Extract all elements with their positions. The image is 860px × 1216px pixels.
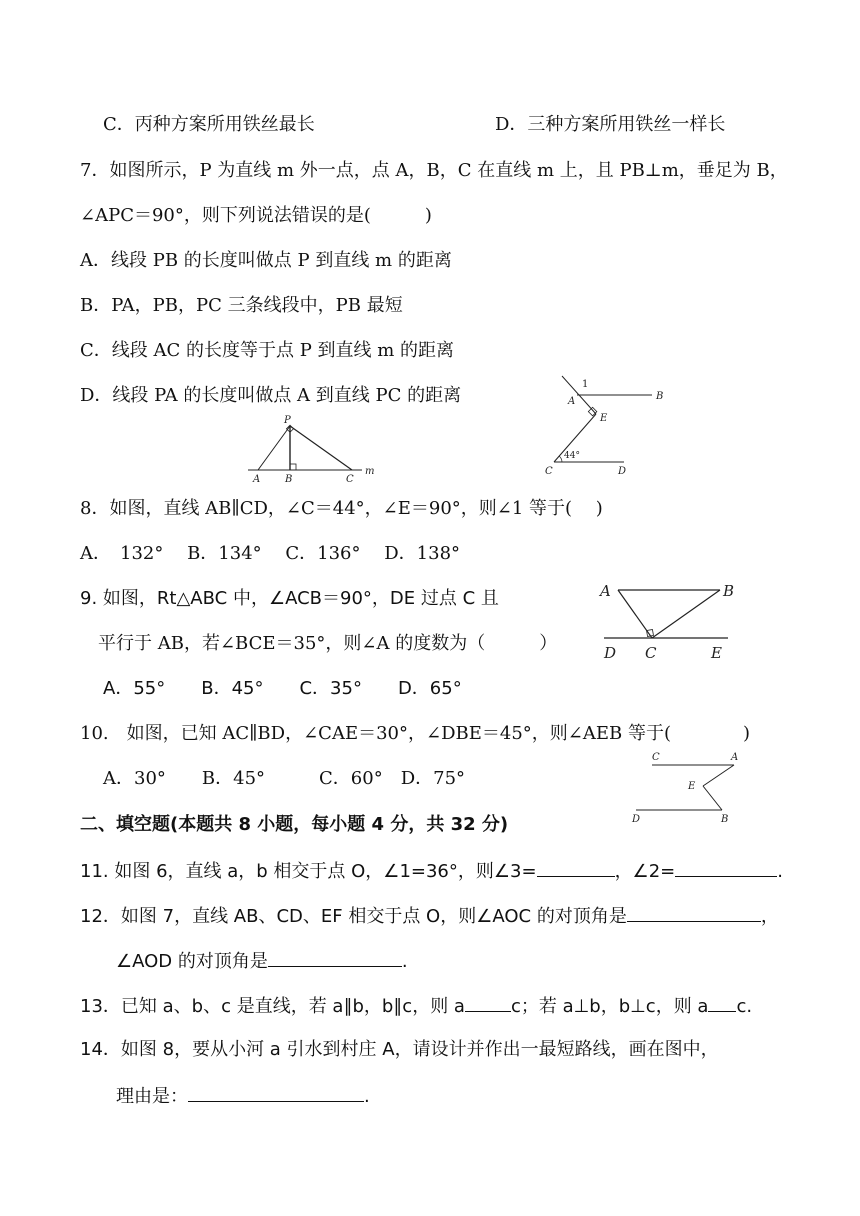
q13-blank-parallel[interactable] xyxy=(465,993,511,1012)
q7-option-a: A．线段 PB 的长度叫做点 P 到直线 m 的距离 xyxy=(80,250,452,271)
label-d: D xyxy=(632,814,641,825)
label-b: B xyxy=(285,474,293,485)
q13-line xyxy=(80,993,752,1019)
label-c: C xyxy=(652,752,660,763)
q11-line xyxy=(80,858,783,884)
q11-text-1: 11. 如图 6，直线 a，b 相交于点 O，∠1=36°，则∠3= xyxy=(80,861,537,882)
q13-blank-perpendicular[interactable] xyxy=(708,993,736,1012)
q14-line1: 14．如图 8，要从小河 a 引水到村庄 A，请设计并作出一最短路线，画在图中， xyxy=(80,1039,719,1060)
q13-text-1: 13．已知 a、b、c 是直线，若 a∥b，b∥c，则 a xyxy=(80,996,465,1017)
q11-blank-angle3[interactable] xyxy=(537,858,615,877)
q8-stem: 8．如图，直线 AB∥CD，∠C＝44°，∠E＝90°，则∠1 等于( ) xyxy=(80,498,603,519)
label-a: A xyxy=(253,474,261,485)
q14-blank-reason[interactable] xyxy=(188,1083,364,1102)
q6-option-d: D．三种方案所用铁丝一样长 xyxy=(495,114,726,135)
label-e: E xyxy=(711,644,722,662)
q8-options: A． 132° B．134° C．136° D．138° xyxy=(80,543,461,564)
q7-stem-line1: 7．如图所示，P 为直线 m 外一点，点 A，B，C 在直线 m 上，且 PB⊥m，垂足为 B， xyxy=(80,160,788,181)
q12-blank-aoc[interactable] xyxy=(627,903,761,922)
q8-parallel-figure xyxy=(540,370,680,480)
label-1: 1 xyxy=(582,379,589,390)
q12-text-3: ∠AOD 的对顶角是 xyxy=(116,951,268,972)
label-e: E xyxy=(600,413,608,424)
q14-text-2: 理由是： xyxy=(116,1086,188,1107)
label-b: B xyxy=(721,814,729,825)
q7-option-c: C．线段 AC 的长度等于点 P 到直线 m 的距离 xyxy=(80,340,455,361)
segment-eb xyxy=(703,786,722,810)
q13-text-3: c. xyxy=(736,996,753,1017)
q12-text-2: ， xyxy=(760,906,779,927)
q12-line1 xyxy=(80,903,779,929)
segment-pc xyxy=(290,426,352,470)
q9-stem-line2: 平行于 AB，若∠BCE＝35°，则∠A 的度数为（ ） xyxy=(98,633,558,654)
section-heading-fill-in: 二、填空题(本题共 8 小题，每小题 4 分，共 32 分) xyxy=(80,814,509,835)
label-d: D xyxy=(618,466,627,477)
q14-text-3: . xyxy=(364,1086,370,1107)
q9-options: A．55° B．45° C．35° D．65° xyxy=(103,678,462,699)
q9-triangle-figure xyxy=(596,578,746,664)
right-angle-mark-b xyxy=(290,464,296,470)
q7-triangle-figure xyxy=(240,412,380,484)
q7-option-b: B．PA，PB，PC 三条线段中，PB 最短 xyxy=(80,295,403,316)
label-a: A xyxy=(600,582,611,600)
q9-stem-line1: 9. 如图，Rt△ABC 中，∠ACB＝90°，DE 过点 C 且 xyxy=(80,588,499,609)
q11-text-2: ，∠2= xyxy=(614,861,676,882)
label-c: C xyxy=(346,474,354,485)
q12-text-4: . xyxy=(401,951,408,972)
q12-text-1: 12．如图 7，直线 AB、CD、EF 相交于点 O，则∠AOC 的对顶角是 xyxy=(80,906,627,927)
label-c: C xyxy=(545,466,553,477)
angle-arc-c xyxy=(559,456,562,462)
label-a: A xyxy=(731,752,739,763)
q7-option-d: D．线段 PA 的长度叫做点 A 到直线 PC 的距离 xyxy=(80,385,462,406)
label-c: C xyxy=(645,644,657,662)
label-b: B xyxy=(723,582,735,600)
q11-text-3: . xyxy=(777,861,783,882)
label-d: D xyxy=(604,644,617,662)
q10-zigzag-figure xyxy=(626,748,756,828)
segment-ae xyxy=(703,765,734,786)
q12-line2 xyxy=(116,948,408,974)
q6-option-c: C．丙种方案所用铁丝最长 xyxy=(103,114,315,135)
q10-options: A．30° B．45° C．60° D．75° xyxy=(103,768,466,789)
label-angle-44: 44° xyxy=(564,451,580,461)
q10-stem: 10. 如图，已知 AC∥BD，∠CAE＝30°，∠DBE＝45°，则∠AEB 等于( ) xyxy=(80,723,750,744)
q12-blank-aod[interactable] xyxy=(268,948,402,967)
label-a: A xyxy=(568,396,576,407)
segment-pa xyxy=(258,426,290,470)
q14-line2 xyxy=(116,1083,370,1109)
q11-blank-angle2[interactable] xyxy=(675,858,777,877)
q13-text-2: c；若 a⊥b，b⊥c，则 a xyxy=(510,996,709,1017)
segment-bc xyxy=(652,590,720,638)
label-e: E xyxy=(688,781,696,792)
label-p: P xyxy=(284,415,291,426)
label-b: B xyxy=(656,391,664,402)
q7-stem-line2: ∠APC＝90°，则下列说法错误的是( ) xyxy=(80,205,432,226)
label-m: m xyxy=(365,466,375,477)
